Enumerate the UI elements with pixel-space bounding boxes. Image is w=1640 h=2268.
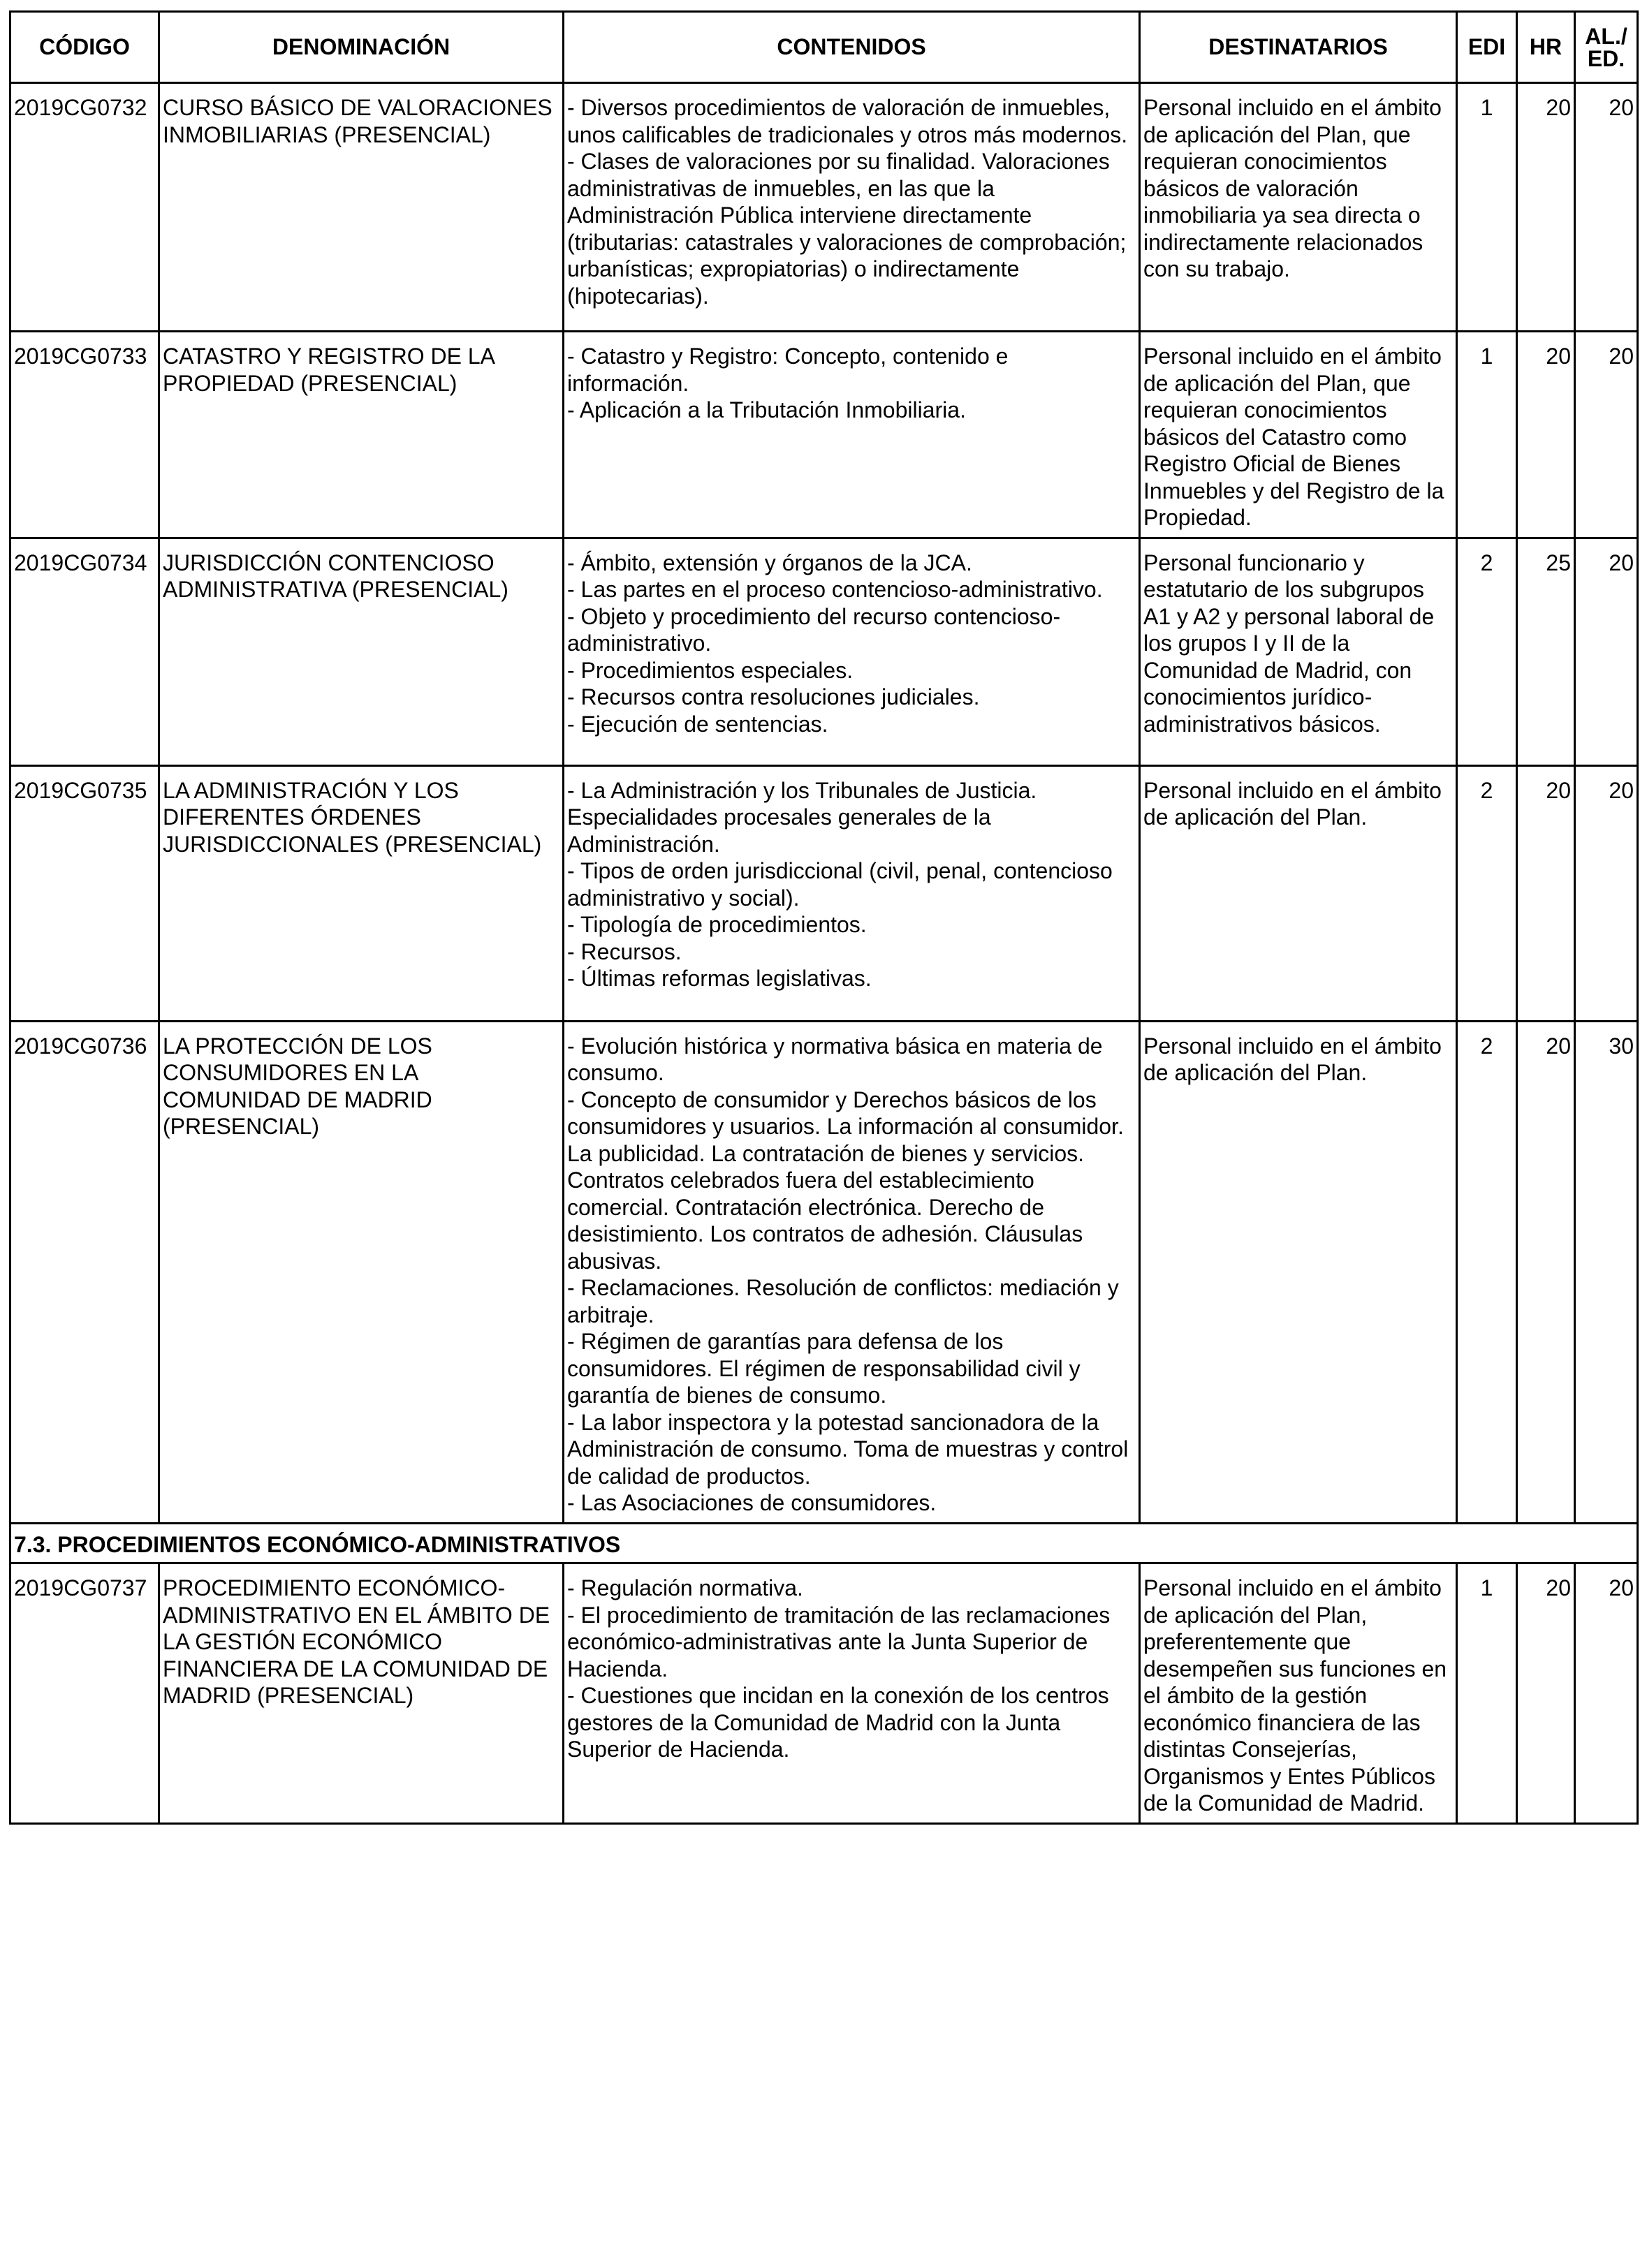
header-row [10, 12, 1638, 83]
table-row [10, 1021, 1638, 1523]
cell-codigo: 2019CG0736 [10, 1021, 159, 1523]
table-row [10, 1563, 1638, 1824]
contents-line: - Ejecución de sentencias. [567, 711, 828, 737]
cell-hr: 20 [1517, 765, 1575, 1021]
cell-edi: 2 [1457, 1021, 1517, 1523]
contents-line: - La Administración y los Tribunales de Justicia. Especialidades procesales generales de la Administración. [567, 777, 1037, 857]
section-title: 7.3. PROCEDIMIENTOS ECONÓMICO-ADMINISTRATIVOS [10, 1523, 1638, 1563]
cell-destinatarios: Personal incluido en el ámbito de aplicación del Plan, que requieran conocimientos básicos de valoración inmobiliaria ya sea directa o indirectamente relacionados con su trabajo. [1140, 83, 1457, 332]
cell-contenidos [564, 1021, 1140, 1523]
contents-line: - Cuestiones que incidan en la conexión de los centros gestores de la Comunidad de Madrid con la Junta Superior de Hacienda. [567, 1683, 1109, 1762]
contents-line: - Las Asociaciones de consumidores. [567, 1490, 937, 1515]
cell-al-ed: 20 [1575, 1563, 1638, 1824]
cell-codigo: 2019CG0735 [10, 765, 159, 1021]
cell-hr: 20 [1517, 83, 1575, 332]
cell-destinatarios: Personal funcionario y estatutario de los subgrupos A1 y A2 y personal laboral de los grupos I y II de la Comunidad de Madrid, con conocimientos jurídico-administrativos básicos. [1140, 538, 1457, 765]
contents-line: - La labor inspectora y la potestad sancionadora de la Administración de consumo. Toma de muestras y control de calidad de productos. [567, 1409, 1129, 1489]
cell-denominacion: JURISDICCIÓN CONTENCIOSO ADMINISTRATIVA (PRESENCIAL) [159, 538, 564, 765]
contents-line: - Objeto y procedimiento del recurso contencioso-administrativo. [567, 603, 1061, 656]
table-row [10, 332, 1638, 538]
header-edi: EDI [1457, 12, 1517, 83]
table-row [10, 83, 1638, 332]
cell-al-ed: 20 [1575, 332, 1638, 538]
cell-destinatarios: Personal incluido en el ámbito de aplicación del Plan, preferentemente que desempeñen sus funciones en el ámbito de la gestión económico financiera de las distintas Consejerías, Organismos y Entes Públicos de la Comunidad de Madrid. [1140, 1563, 1457, 1824]
cell-al-ed: 20 [1575, 83, 1638, 332]
contents-line: - Evolución histórica y normativa básica en materia de consumo. [567, 1033, 1103, 1085]
header-denominacion: DENOMINACIÓN [159, 12, 564, 83]
cell-hr: 20 [1517, 1563, 1575, 1824]
contents-line: - Régimen de garantías para defensa de los consumidores. El régimen de responsabilidad civil y garantía de bienes de consumo. [567, 1329, 1081, 1408]
contents-line: - Tipos de orden jurisdiccional (civil, penal, contencioso administrativo y social). [567, 858, 1113, 911]
cell-contenidos [564, 538, 1140, 765]
contents-line: - El procedimiento de tramitación de las reclamaciones económico-administrativas ante la Junta Superior de Hacienda. [567, 1602, 1111, 1681]
cell-denominacion: PROCEDIMIENTO ECONÓMICO-ADMINISTRATIVO EN EL ÁMBITO DE LA GESTIÓN ECONÓMICO FINANCIERA DE LA COMUNIDAD DE MADRID (PRESENCIAL) [159, 1563, 564, 1824]
contents-line: - Diversos procedimientos de valoración de inmuebles, unos calificables de tradicionales y otros más modernos. [567, 95, 1128, 147]
header-al-ed: AL./ ED. [1575, 12, 1638, 83]
cell-contenidos [564, 765, 1140, 1021]
cell-codigo: 2019CG0737 [10, 1563, 159, 1824]
cell-destinatarios: Personal incluido en el ámbito de aplicación del Plan, que requieran conocimientos básicos del Catastro como Registro Oficial de Bienes Inmuebles y del Registro de la Propiedad. [1140, 332, 1457, 538]
cell-denominacion: LA ADMINISTRACIÓN Y LOS DIFERENTES ÓRDENES JURISDICCIONALES (PRESENCIAL) [159, 765, 564, 1021]
cell-edi: 1 [1457, 1563, 1517, 1824]
table-row [10, 538, 1638, 765]
contents-line: - Concepto de consumidor y Derechos básicos de los consumidores y usuarios. La información al consumidor. La publicidad. La contratación de bienes y servicios. Contratos celebrados fuera del establecimiento comercial. Contratación electrónica. Derecho de desistimiento. Los contratos de adhesión. Cláusulas abusivas. [567, 1087, 1124, 1274]
cell-contenidos [564, 1563, 1140, 1824]
cell-denominacion: LA PROTECCIÓN DE LOS CONSUMIDORES EN LA COMUNIDAD DE MADRID (PRESENCIAL) [159, 1021, 564, 1523]
contents-line: - Aplicación a la Tributación Inmobiliaria. [567, 397, 966, 422]
cell-codigo: 2019CG0733 [10, 332, 159, 538]
cell-al-ed: 30 [1575, 1021, 1638, 1523]
cell-hr: 25 [1517, 538, 1575, 765]
contents-line: - Ámbito, extensión y órganos de la JCA. [567, 550, 972, 575]
contents-line: - Recursos contra resoluciones judiciales. [567, 684, 980, 709]
cell-hr: 20 [1517, 1021, 1575, 1523]
cell-hr: 20 [1517, 332, 1575, 538]
contents-line: - Clases de valoraciones por su finalidad. Valoraciones administrativas de inmuebles, en las que la Administración Pública interviene directamente (tributarias: catastrales y valoraciones de comprobación; urbanísticas; expropiatorias) o indirectamente (hipotecarias). [567, 149, 1127, 309]
courses-table [9, 10, 1639, 1825]
cell-codigo: 2019CG0734 [10, 538, 159, 765]
cell-denominacion: CATASTRO Y REGISTRO DE LA PROPIEDAD (PRESENCIAL) [159, 332, 564, 538]
cell-contenidos [564, 83, 1140, 332]
cell-edi: 1 [1457, 332, 1517, 538]
cell-destinatarios: Personal incluido en el ámbito de aplicación del Plan. [1140, 765, 1457, 1021]
header-hr: HR [1517, 12, 1575, 83]
header-destinatarios: DESTINATARIOS [1140, 12, 1457, 83]
cell-codigo: 2019CG0732 [10, 83, 159, 332]
cell-edi: 2 [1457, 538, 1517, 765]
contents-line: - Regulación normativa. [567, 1575, 803, 1600]
header-contenidos: CONTENIDOS [564, 12, 1140, 83]
cell-edi: 1 [1457, 83, 1517, 332]
cell-al-ed: 20 [1575, 538, 1638, 765]
header-codigo: CÓDIGO [10, 12, 159, 83]
cell-al-ed: 20 [1575, 765, 1638, 1021]
cell-edi: 2 [1457, 765, 1517, 1021]
contents-line: - Procedimientos especiales. [567, 657, 854, 683]
contents-line: - Las partes en el proceso contencioso-administrativo. [567, 577, 1103, 602]
contents-line: - Reclamaciones. Resolución de conflictos: mediación y arbitraje. [567, 1275, 1119, 1327]
cell-contenidos [564, 332, 1140, 538]
cell-denominacion: CURSO BÁSICO DE VALORACIONES INMOBILIARIAS (PRESENCIAL) [159, 83, 564, 332]
contents-line: - Tipología de procedimientos. [567, 912, 867, 937]
contents-line: - Catastro y Registro: Concepto, contenido e información. [567, 344, 1009, 396]
contents-line: - Últimas reformas legislativas. [567, 966, 872, 991]
contents-line: - Recursos. [567, 938, 682, 964]
cell-destinatarios: Personal incluido en el ámbito de aplicación del Plan. [1140, 1021, 1457, 1523]
table-row [10, 765, 1638, 1021]
section-row [10, 1523, 1638, 1563]
